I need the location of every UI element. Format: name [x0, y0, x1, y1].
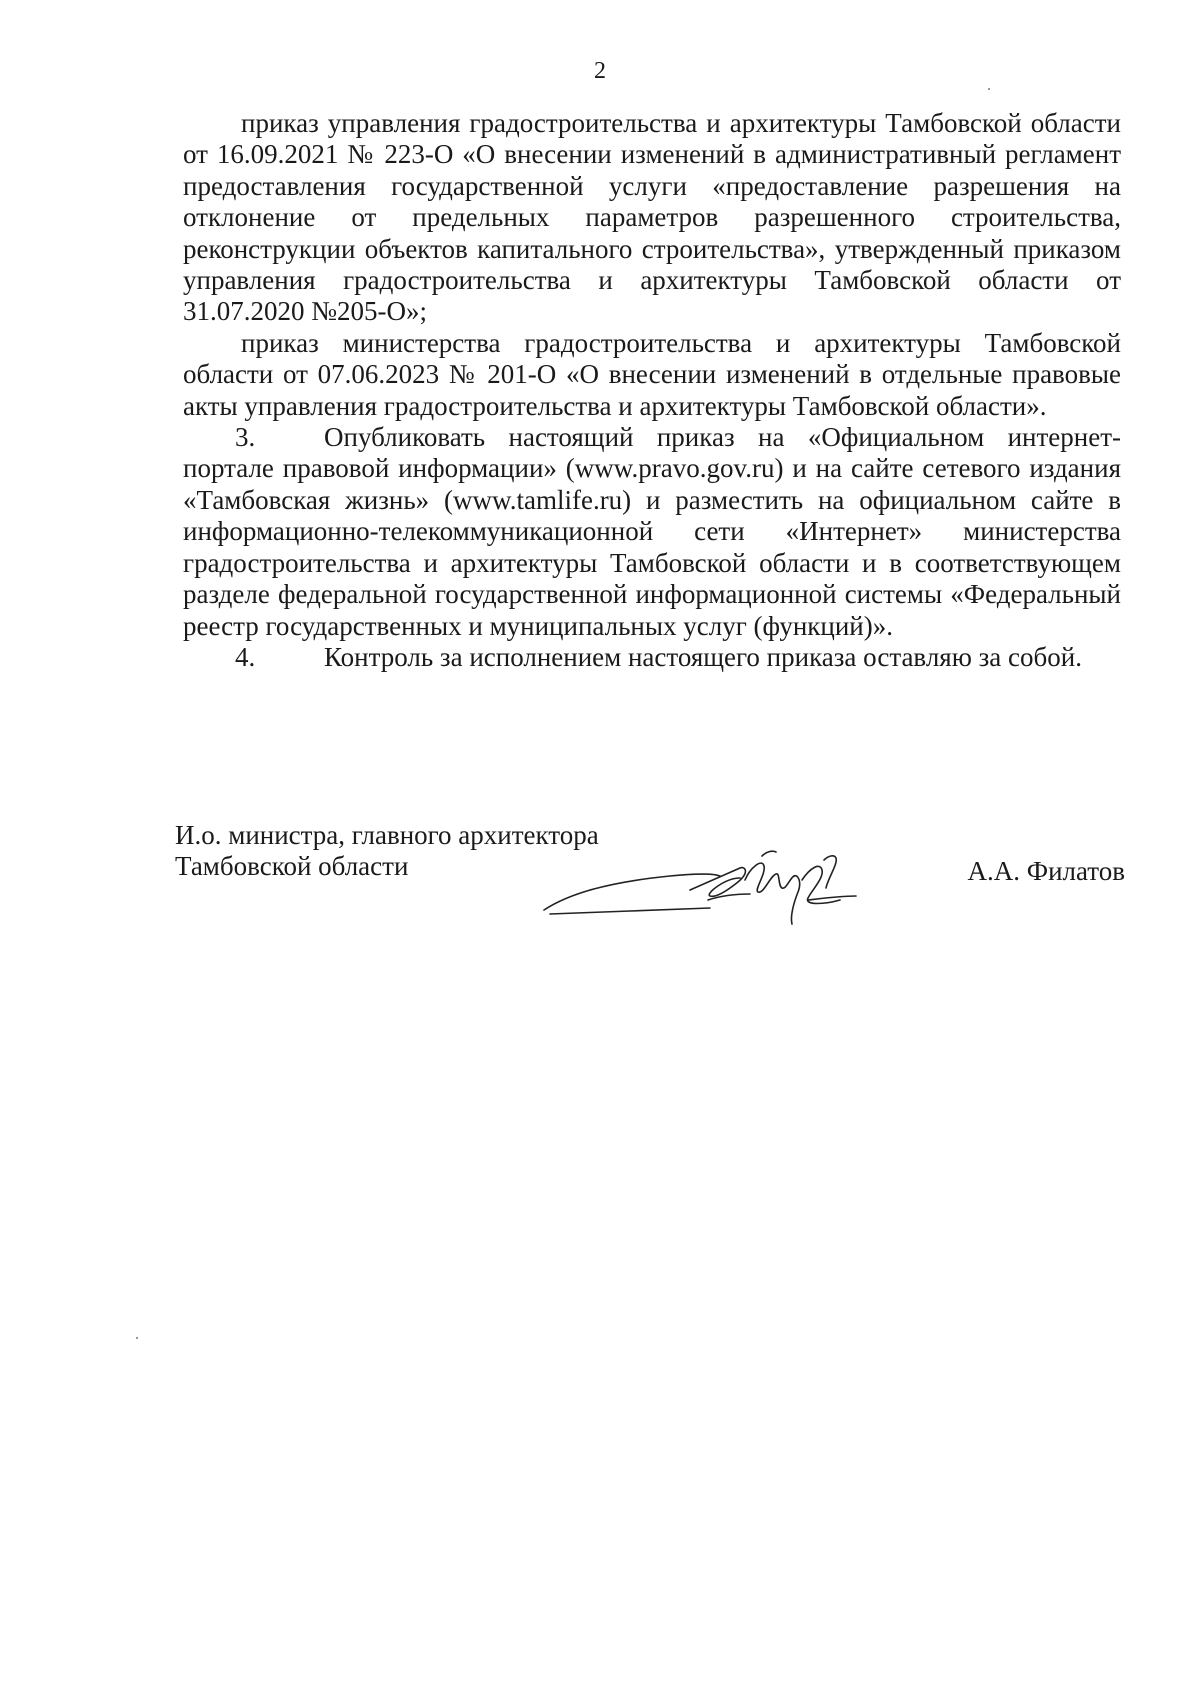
paragraph-item-3	[183, 422, 1121, 642]
scan-speck	[988, 88, 990, 90]
item-number: 3.	[235, 422, 256, 453]
item-text: Опубликовать настоящий приказ на «Официальном интернет-портале правовой информации» (www.pravo.gov.ru) и на сайте сетевого издания «Тамбовская жизнь» (www.tamlife.ru) и разместить на официальном сайте в информационно-телекоммуникационной сети «Интернет» министерства градостроительства и архитектуры Тамбовской области и в соответствующем разделе федеральной государственной информационной системы «Федеральный реестр государственных и муниципальных услуг (функций)».	[183, 422, 1121, 641]
signer-position-line-2: Тамбовской области	[175, 851, 409, 881]
document-body	[183, 108, 1121, 673]
paragraph-order-223: приказ управления градостроительства и архитектуры Тамбовской области от 16.09.2021 № 223-О «О внесении изменений в административный регламент предоставления государственной услуги «предоставление разрешения на отклонение от предельных параметров разрешенного строительства, реконструкции объектов капитального строительства», утвержденный приказом управления градостроительства и архитектуры Тамбовской области от 31.07.2020 №205-О»;	[183, 108, 1121, 327]
paragraph-order-201: приказ министерства градостроительства и архитектуры Тамбовской области от 07.06.2023 № 201-О «О внесении изменений в отдельные правовые акты управления градостроительства и архитектуры Тамбовской области».	[183, 327, 1121, 421]
signature-block	[175, 820, 1125, 930]
handwritten-signature	[540, 838, 860, 930]
signer-name: А.А. Филатов	[967, 856, 1125, 886]
signer-position	[175, 820, 599, 882]
paragraph-item-4	[183, 642, 1121, 673]
item-number: 4.	[235, 641, 256, 672]
scan-speck	[136, 1337, 138, 1339]
item-text: Контроль за исполнением настоящего приказа оставляю за собой.	[324, 641, 1082, 672]
page-number: 2	[594, 58, 606, 84]
signer-position-line-1: И.о. министра, главного архитектора	[175, 820, 599, 850]
